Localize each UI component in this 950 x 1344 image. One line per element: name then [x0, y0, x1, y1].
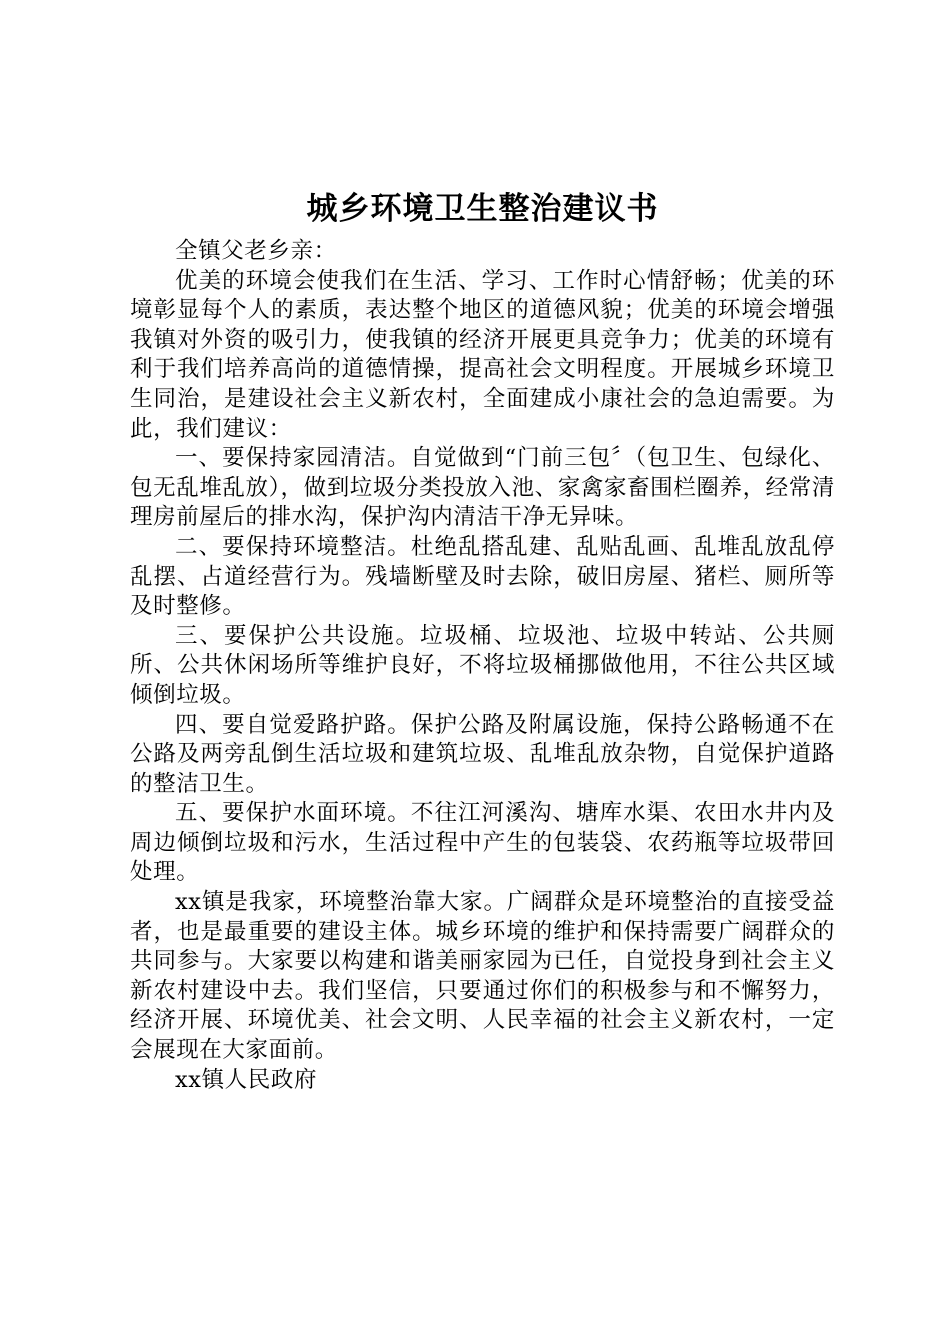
closing-paragraph: xx镇是我家，环境整治靠大家。广阔群众是环境整治的直接受益者，也是最重要的建设主体。城乡环境的维护和保持需要广阔群众的共同参与。大家要以构建和谐美丽家园为已任，自觉投身到社会主义新农村建设中去。我们坚信，只要通过你们的积极参与和不懈努力，经济开展、环境优美、社会文明、人民幸福的社会主义新农村，一定会展现在大家面前。 — [130, 889, 835, 1064]
proposal-item-1: 一、要保持家园清洁。自觉做到“门前三包〞（包卫生、包绿化、包无乱堆乱放），做到垃圾分类投放入池、家禽家畜围栏圈养，经常清理房前屋后的排水沟，保护沟内清洁干净无异味。 — [130, 445, 835, 531]
document-title: 城乡环境卫生整治建议书 — [306, 191, 659, 227]
document-page — [130, 185, 835, 1095]
signature: xx镇人民政府 — [175, 1066, 318, 1093]
proposal-item-3: 三、要保护公共设施。垃圾桶、垃圾池、垃圾中转站、公共厕所、公共休闲场所等维护良好，不将垃圾桶挪做他用，不往公共区域倾倒垃圾。 — [130, 622, 835, 708]
proposal-item-2: 二、要保持环境整洁。杜绝乱搭乱建、乱贴乱画、乱堆乱放乱停乱摆、占道经营行为。残墙断壁及时去除，破旧房屋、猪栏、厕所等及时整修。 — [130, 533, 835, 620]
intro-paragraph: 优美的环境会使我们在生活、学习、工作时心情舒畅；优美的环境彰显每个人的素质，表达整个地区的道德风貌；优美的环境会增强我镇对外资的吸引力，使我镇的经济开展更具竞争力；优美的环境有利于我们培养高尚的道德情操，提高社会文明程度。开展城乡环境卫生同治，是建设社会主义新农村，全面建成小康社会的急迫需要。为此，我们建议： — [130, 267, 835, 442]
greeting: 全镇父老乡亲： — [175, 238, 337, 264]
proposal-item-5: 五、要保护水面环境。不往江河溪沟、塘库水渠、农田水井内及周边倾倒垃圾和污水，生活过程中产生的包装袋、农药瓶等垃圾带回处理。 — [130, 800, 835, 886]
proposal-item-4: 四、要自觉爱路护路。保护公路及附属设施，保持公路畅通不在公路及两旁乱倒生活垃圾和建筑垃圾、乱堆乱放杂物，自觉保护道路的整洁卫生。 — [130, 711, 835, 797]
